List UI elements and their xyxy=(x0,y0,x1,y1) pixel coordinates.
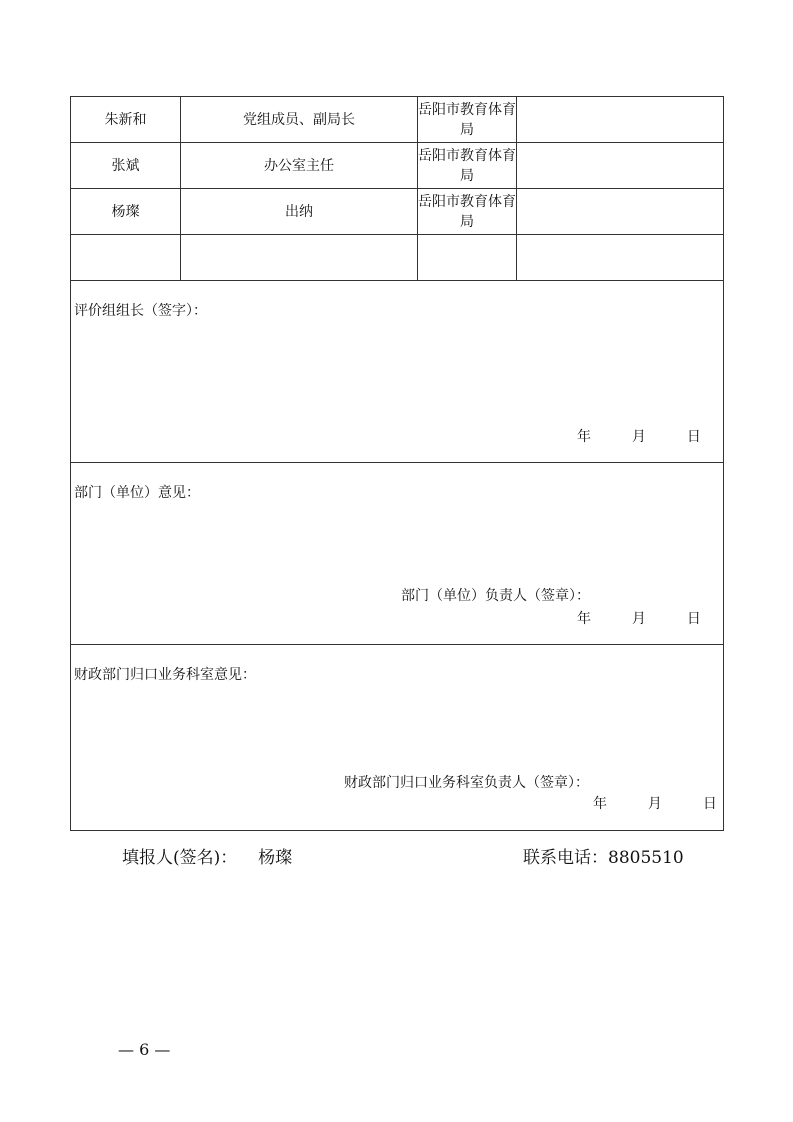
date-year: 年 xyxy=(577,611,591,627)
finance-section xyxy=(71,645,724,831)
department-signer-label: 部门（单位）负责人（签章）： xyxy=(401,588,590,604)
page-number: — 6 — xyxy=(118,1040,171,1059)
member-org: 岳阳市教育体育局 xyxy=(418,97,517,143)
date-month: 月 xyxy=(647,796,662,812)
date-day: 日 xyxy=(686,429,701,445)
phone-number: 8805510 xyxy=(608,848,684,868)
member-name xyxy=(71,235,181,281)
member-note xyxy=(517,189,724,235)
department-date xyxy=(577,609,701,629)
date-year: 年 xyxy=(577,429,591,445)
table-row xyxy=(71,189,724,235)
date-month: 月 xyxy=(631,429,646,445)
date-month: 月 xyxy=(631,611,646,627)
department-section xyxy=(71,463,724,645)
table-row xyxy=(71,97,724,143)
member-role xyxy=(181,235,418,281)
finance-date xyxy=(593,794,717,814)
evaluation-form-table xyxy=(70,96,724,831)
filler-line xyxy=(122,843,292,868)
date-year: 年 xyxy=(593,796,607,812)
date-day: 日 xyxy=(702,796,717,812)
member-role: 办公室主任 xyxy=(181,143,418,189)
member-org: 岳阳市教育体育局 xyxy=(418,189,517,235)
member-name: 朱新和 xyxy=(71,97,181,143)
table-row xyxy=(71,143,724,189)
member-note xyxy=(517,235,724,281)
member-note xyxy=(517,143,724,189)
finance-opinion-label: 财政部门归口业务科室意见： xyxy=(74,667,256,683)
member-name: 张斌 xyxy=(71,143,181,189)
filler-name: 杨璨 xyxy=(258,848,293,868)
evaluation-leader-label: 评价组组长（签字）： xyxy=(74,303,207,319)
filler-label: 填报人(签名)： xyxy=(122,848,238,868)
evaluation-section xyxy=(71,281,724,463)
member-org: 岳阳市教育体育局 xyxy=(418,143,517,189)
member-role: 党组成员、副局长 xyxy=(181,97,418,143)
table-row xyxy=(71,235,724,281)
member-role: 出纳 xyxy=(181,189,418,235)
phone-label: 联系电话： xyxy=(523,848,608,868)
evaluation-date xyxy=(577,427,701,447)
finance-signer-label: 财政部门归口业务科室负责人（签章）： xyxy=(344,775,589,791)
member-org xyxy=(418,235,517,281)
date-day: 日 xyxy=(686,611,701,627)
phone-line xyxy=(523,843,684,868)
department-opinion-label: 部门（单位）意见： xyxy=(74,485,200,501)
member-note xyxy=(517,97,724,143)
member-name: 杨璨 xyxy=(71,189,181,235)
